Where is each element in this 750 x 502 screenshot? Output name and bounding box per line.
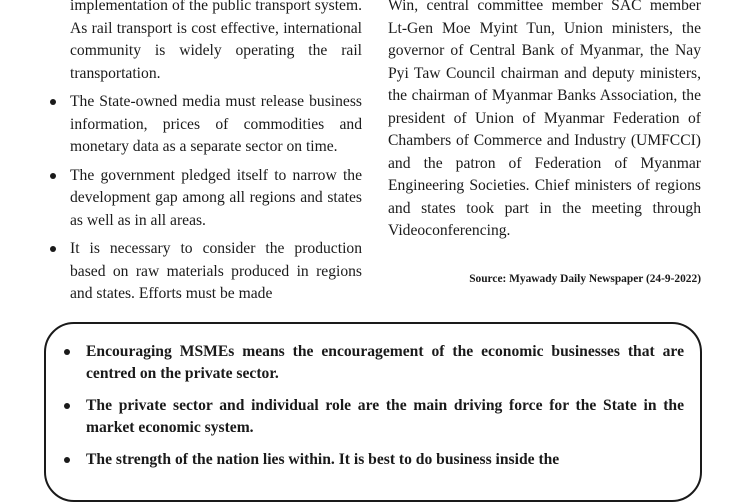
left-bullet-list [46, 91, 362, 306]
list-item: The State-owned media must release business information, prices of commodities and monetary data as a separate sector on time. [46, 91, 362, 159]
right-column [388, 0, 701, 243]
highlight-item: The private sector and individual role are the main driving force for the State in the market economic system. [64, 395, 684, 439]
source-citation: Source: Myawady Daily Newspaper (24-9-2022) [469, 273, 701, 285]
highlight-item: Encouraging MSMEs means the encouragement of the economic businesses that are centred on the private sector. [64, 341, 684, 385]
highlight-item: The strength of the nation lies within. It is best to do business inside the [64, 449, 684, 471]
left-column [46, 0, 362, 306]
list-item: It is necessary to consider the production based on raw materials produced in regions and states. Efforts must be made [46, 238, 362, 306]
highlight-bullet-list [64, 341, 684, 481]
list-item: The government pledged itself to narrow the development gap among all regions and states as well as in all areas. [46, 165, 362, 233]
right-paragraph: Win, central committee member SAC member Lt-Gen Moe Myint Tun, Union ministers, the governor of Central Bank of Myanmar, the Nay Pyi Taw Council chairman and deputy ministers, the chairman of Myanmar Banks Association, the president of Union of Myanmar Federation of Chambers of Commerce and Industry (UMFCCI) and the patron of Federation of Myanmar Engineering Societies. Chief ministers of regions and states took part in the meeting through Videoconferencing. [388, 0, 701, 239]
left-lead-paragraph: implementation of the public transport system. As rail transport is cost effective, international community is widely operating the rail transportation. [70, 0, 362, 82]
